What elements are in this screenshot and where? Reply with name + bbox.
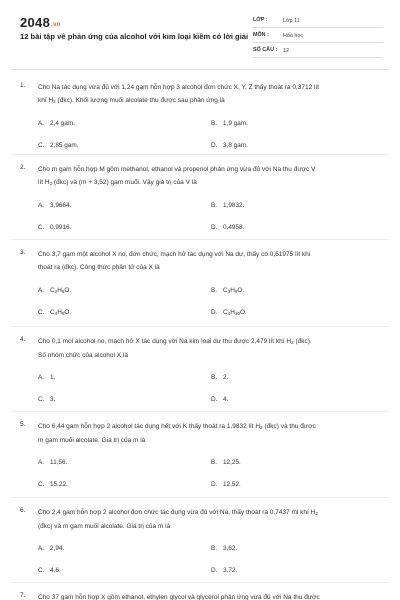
option-letter: D. [211,309,218,316]
meta-value: 12 [283,47,289,54]
option-letter: C. [38,396,45,403]
question-line: thoát ra (đkc). Công thức phân tử của X là [38,263,160,271]
option-letter: B. [211,374,218,381]
option-text: 3,8 gam. [223,142,248,149]
question-number: 6. [20,507,26,514]
question-text [38,336,383,362]
option-text: 3,9664. [50,202,72,209]
question-line: Cho 2,4 gam hỗn hợp 2 alcohol đơn chức tác dụng vừa đủ với Na, thấy thoát ra 0,7437 ml khí $H_2$ [38,509,318,516]
question-line: Cho 6,44 gam hỗn hợp 2 alcohol tác dụng hết với K thấy thoát ra 1,9832 lít $H_2$ (đkc) và thu được [38,423,316,430]
option-letter: D. [211,142,218,149]
option-text: 12,25. [223,459,241,466]
option-letter: A. [38,202,45,209]
option-text: $C_4H_{10}O$. [223,309,247,316]
option-letter: D. [211,224,218,231]
option-text: 2,94. [50,545,65,552]
question-line: Cho 37 gam hỗn hợp X gồm ethanol, ethylen glycol và glycerol phản ứng vừa đủ với Na thu được [38,594,320,600]
option-text: $C_4H_8O$. [50,309,72,316]
option-letter: A. [38,545,45,552]
answer-option-a[interactable] [38,374,55,381]
meta-value: Hóa học [283,32,304,39]
meta-label: LỚP : [253,17,268,23]
option-letter: B. [211,120,218,127]
option-text: $C_3H_8O$. [223,287,245,294]
answer-option-d[interactable] [211,142,248,149]
option-letter: B. [211,545,218,552]
option-text: 2,85 gam. [50,142,79,149]
option-letter: A. [38,374,45,381]
header-divider [12,69,388,70]
option-text: 3,62. [223,545,238,552]
option-letter: A. [38,459,45,466]
answer-option-c[interactable] [38,567,61,574]
answer-option-a[interactable] [38,202,71,209]
option-text: 1,9 gam. [223,120,248,127]
document-header [0,0,400,62]
answer-option-b[interactable] [211,374,228,381]
question-text [38,249,383,274]
question-text [38,592,383,600]
question-line: khí $H_2$ (đkc). Khối lượng muối alcolate thu được sau phản ứng là [38,96,225,104]
question-text [38,421,383,447]
question-number: 4. [20,336,26,343]
answer-option-a[interactable] [38,459,67,466]
document-meta [253,15,383,60]
option-letter: C. [38,567,45,574]
answer-option-a[interactable] [38,287,71,294]
answer-option-d[interactable] [211,309,247,316]
question-text [38,164,383,190]
option-letter: B. [211,202,218,209]
option-text: 3,72. [223,567,238,574]
option-letter: B. [211,459,218,466]
question-line: Số nhóm chức của alcohol X là [38,351,128,359]
question-line: m gam muối alcolate. Giá trị của m là [38,436,146,444]
answer-option-b[interactable] [211,202,244,209]
question-divider [12,582,388,583]
answer-option-d[interactable] [211,396,228,403]
question-number: 3. [20,249,26,256]
option-letter: C. [38,309,45,316]
document-title: 12 bài tập về phản ứng của alcohol với kim loại kiềm có lời giải [20,32,249,41]
question-divider [12,154,388,155]
question-line: (đkc) và m gam muối alcolate. Giá trị của m là [38,522,171,530]
question-line: Cho 3,7 gam một alcohol X no, đơn chức, mạch hở tác dụng với Na dư, thấy có 0,61975 lít khí [38,251,311,258]
meta-label: SỐ CÂU : [253,47,278,53]
question-text [38,507,383,533]
question-divider [12,497,388,498]
option-text: 2. [223,374,229,381]
question-line: lít $H_2$ (đkc) và (m + 3,52) gam muối. Vậy giá trị của V là [38,178,197,186]
question-number: 2. [20,164,26,171]
option-letter: D. [211,396,218,403]
option-text: 2,4 gam. [50,120,75,127]
option-letter: C. [38,224,45,231]
option-text: 12,52. [223,481,241,488]
site-logo[interactable]: 2048.vn [20,15,61,30]
meta-label: MÔN : [253,32,269,38]
answer-option-a[interactable] [38,545,64,552]
question-number: 1. [20,82,26,89]
option-text: $C_2H_6O$. [50,287,72,294]
question-line: Cho 0,1 mol alcohol no, mạch hở X tác dụng với Na kim loại dư thu được 2,479 lít khí $H_2$ (đkc). [38,338,312,345]
answer-option-d[interactable] [211,567,237,574]
question-number: 7. [20,592,26,599]
answer-option-c[interactable] [38,309,71,316]
answer-option-b[interactable] [211,459,241,466]
question-line: Cho Na tác dụng vừa đủ với 1,24 gam hỗn hợp 3 alcohol đơn chức X, Y, Z thấy thoát ra 0,3712 lít [38,84,320,91]
question-line: Cho m gam hỗn hợp M gồm methanol, ethanol và propenol phản ứng vừa đủ với Na thu được V [38,166,316,173]
answer-option-b[interactable] [211,287,244,294]
option-text: 0,9916. [50,224,72,231]
answer-option-c[interactable] [38,396,55,403]
answer-option-d[interactable] [211,224,244,231]
option-text: 4. [223,396,229,403]
option-text: 1. [50,374,56,381]
answer-option-d[interactable] [211,481,241,488]
option-text: 4,6. [50,567,61,574]
answer-option-c[interactable] [38,224,71,231]
meta-row [253,15,383,28]
answer-option-c[interactable] [38,481,68,488]
answer-option-c[interactable] [38,142,78,149]
option-letter: D. [211,481,218,488]
option-text: 0,4958. [223,224,245,231]
answer-option-b[interactable] [211,545,237,552]
option-letter: C. [38,142,45,149]
option-letter: C. [38,481,45,488]
question-text [38,82,383,108]
meta-value: Lớp 11 [283,17,300,24]
option-letter: A. [38,120,45,127]
option-text: 15,22. [50,481,68,488]
meta-row [253,30,383,43]
answer-option-b[interactable] [211,120,248,127]
question-divider [12,239,388,240]
answer-option-a[interactable] [38,120,75,127]
meta-row [253,45,383,58]
question-divider [12,411,388,412]
question-divider [12,326,388,327]
option-text: 3. [50,396,56,403]
option-letter: D. [211,567,218,574]
option-letter: A. [38,287,45,294]
option-letter: B. [211,287,218,294]
question-number: 5. [20,421,26,428]
option-text: 1,9832. [223,202,245,209]
option-text: 11,56. [50,459,68,466]
